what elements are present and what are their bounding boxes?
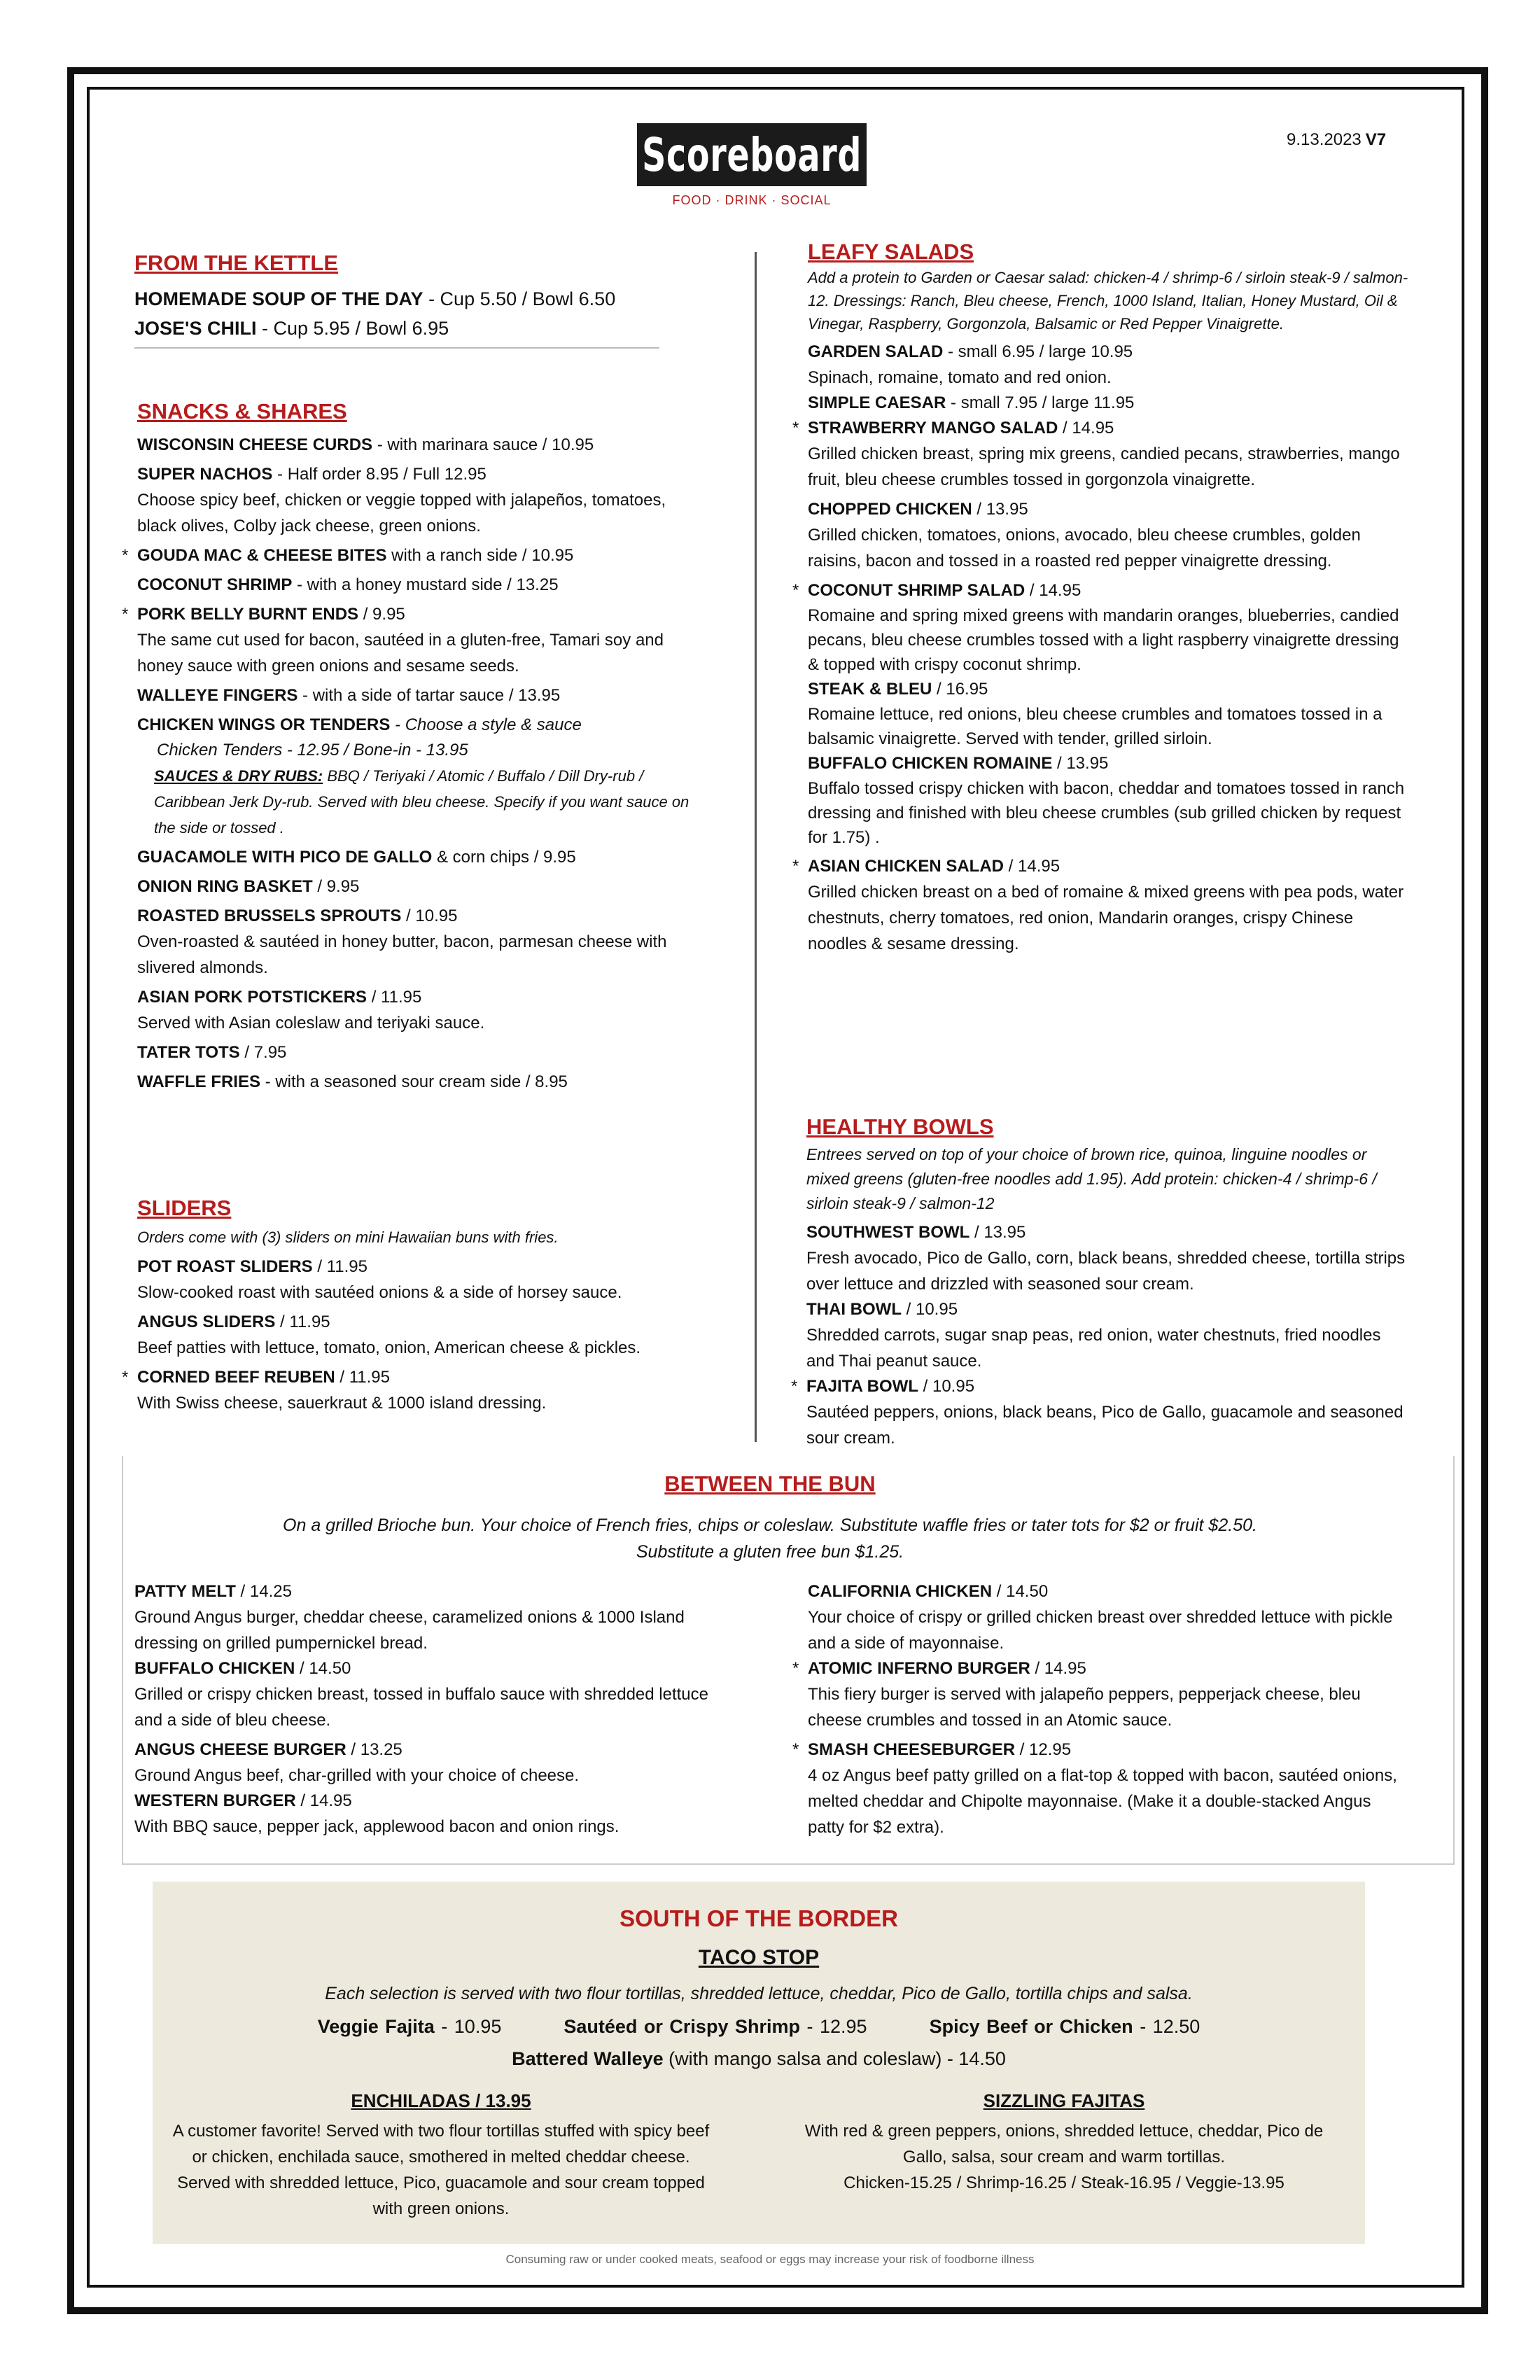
logo-text: Scoreboard — [641, 127, 862, 182]
section-title-salads: LEAFY SALADS — [808, 239, 974, 264]
list-item: STEAK & BLEU / 16.95 Romaine lettuce, red onions, bleu cheese crumbles and tomatoes tossed in a balsamic vinaigrette. Served with tender, grilled sirloin. — [808, 680, 1382, 748]
list-item: * FAJITA BOWL / 10.95 Sautéed peppers, onions, black beans, Pico de Gallo, guacamole and seasoned sour cream. — [791, 1377, 1404, 1448]
footer-disclaimer: Consuming raw or under cooked meats, seafood or eggs may increase your risk of foodborne illness — [505, 2253, 1035, 2266]
fajitas-desc: With red & green peppers, onions, shredded lettuce, cheddar, Pico de Gallo, salsa, sour cream and warm tortillas. Chicken-15.25 / Shrimp-16.25 / Steak-16.95 / Veggie-13.95 — [804, 2122, 1324, 2192]
logo — [637, 123, 867, 186]
list-item: SOUTHWEST BOWL / 13.95 Fresh avocado, Pico de Gallo, corn, black beans, shredded cheese, tortilla strips over lettuce and drizzled with seasoned sour cream. — [806, 1223, 1406, 1294]
list-item: WISCONSIN CHEESE CURDS - with marinara sauce / 10.95 — [137, 435, 594, 454]
bun-left-list — [134, 1575, 736, 1840]
bun-note: On a grilled Brioche bun. Your choice of French fries, chips or coleslaw. Substitute waffle fries or tater tots for $2 or fruit $2.50. Substitute a gluten free bun $1.25. — [283, 1516, 1257, 1562]
list-item: BUFFALO CHICKEN ROMAINE / 13.95 Buffalo tossed crispy chicken with bacon, cheddar and tomatoes tossed in ranch dressing and finished with bleu cheese crumbles (sub grilled chicken by request for 1.75) . — [808, 754, 1405, 847]
list-item: ANGUS SLIDERS / 11.95 Beef patties with lettuce, tomato, onion, American cheese & pickles. — [137, 1312, 641, 1357]
list-item: * GOUDA MAC & CHEESE BITES with a ranch side / 10.95 — [122, 546, 574, 565]
list-item: CHOPPED CHICKEN / 13.95 Grilled chicken, tomatoes, onions, avocado, bleu cheese crumbles, golden raisins, bacon and tossed in a roasted red pepper vinaigrette dressing. — [808, 500, 1361, 570]
fajitas-title: SIZZLING FAJITAS — [983, 2090, 1145, 2111]
list-item: BUFFALO CHICKEN / 14.50 Grilled or crispy chicken breast, tossed in buffalo sauce with shredded lettuce and a side of bleu cheese. — [134, 1659, 708, 1730]
section-title-kettle: FROM THE KETTLE — [134, 251, 339, 275]
section-title-snacks: SNACKS & SHARES — [137, 399, 347, 424]
list-item: PATTY MELT / 14.25 Ground Angus burger, cheddar cheese, caramelized onions & 1000 Island dressing on grilled pumpernickel bread. — [134, 1582, 685, 1653]
list-item: WESTERN BURGER / 14.95 With BBQ sauce, pepper jack, applewood bacon and onion rings. — [134, 1791, 620, 1836]
salads-note: Add a protein to Garden or Caesar salad: chicken-4 / shrimp-6 / sirloin steak-9 / salmon-12. Dressings: Ranch, Bleu cheese, French, 1000 Island, Italian, Honey Mustard, Oil & Vinegar, Raspberry, Gorgonzola, Balsamic or Red Pepper Vinaigrette. — [808, 269, 1408, 332]
list-item: * PORK BELLY BURNT ENDS / 9.95 The same cut used for bacon, sautéed in a gluten-free, Tamari soy and honey sauce with green onions and sesame seeds. — [122, 605, 664, 676]
list-item: * COCONUT SHRIMP SALAD / 14.95 Romaine and spring mixed greens with mandarin oranges, blueberries, candied pecans, bleu cheese crumbles tossed with a light raspberry vinaigrette dressing & topped with crispy coconut shrimp. — [792, 581, 1399, 674]
list-item: JOSE'S CHILI - Cup 5.95 / Bowl 6.95 — [134, 318, 449, 339]
bun-right-list — [792, 1575, 1410, 1840]
list-item: * ASIAN CHICKEN SALAD / 14.95 Grilled chicken breast on a bed of romaine & mixed greens with pea pods, water chestnuts, cherry tomatoes, red onion, Mandarin oranges, crispy Chinese noodles & sesame dressing. — [792, 857, 1404, 953]
list-item: Spicy Beef or Chicken - 12.50 — [929, 2016, 1200, 2037]
list-item: POT ROAST SLIDERS / 11.95 Slow-cooked roast with sautéed onions & a side of horsey sauce. — [137, 1257, 622, 1302]
list-item: * SMASH CHEESEBURGER / 12.95 4 oz Angus beef patty grilled on a flat-top & topped with bacon, sautéed onions, melted cheddar and Chipolte mayonnaise. (Make it a double-stacked Angus patty for $2 extra). — [792, 1740, 1397, 1837]
taco-note: Each selection is served with two flour tortillas, shredded lettuce, cheddar, Pico de Gallo, tortilla chips and salsa. — [325, 1984, 1193, 2003]
section-title-bowls: HEALTHY BOWLS — [806, 1114, 994, 1139]
enchiladas-title: ENCHILADAS / 13.95 — [351, 2090, 531, 2111]
list-item: CHICKEN WINGS OR TENDERS - Choose a style & sauce Chicken Tenders - 12.95 / Bone-in - 13.95 SAUCES & DRY RUBS: BBQ / Teriyaki / Atomic / Buffalo / Dill Dry-rub / Caribbean Jerk Dy-rub. Served with bleu cheese. Specify if you want sauce on the side or tossed . — [137, 715, 690, 836]
list-item: WALLEYE FINGERS - with a side of tartar sauce / 13.95 — [137, 686, 561, 705]
list-item: GUACAMOLE WITH PICO DE GALLO & corn chips / 9.95 — [137, 848, 576, 867]
sliders-list — [122, 1225, 718, 1416]
kettle-list — [134, 284, 666, 343]
list-item: * ATOMIC INFERNO BURGER / 14.95 This fiery burger is served with jalapeño peppers, pepperjack cheese, bleu cheese crumbles and tossed in an Atomic sauce. — [792, 1659, 1361, 1730]
section-title-border: SOUTH OF THE BORDER — [620, 1905, 898, 1931]
list-item: CALIFORNIA CHICKEN / 14.50 Your choice of crispy or grilled chicken breast over shredded lettuce with pickle and a side of mayonnaise. — [808, 1582, 1393, 1653]
list-item: WAFFLE FRIES - with a seasoned sour cream side / 8.95 — [137, 1072, 568, 1091]
section-title-bun: BETWEEN THE BUN — [664, 1471, 876, 1496]
list-item: ASIAN PORK POTSTICKERS / 11.95 Served with Asian coleslaw and teriyaki sauce. — [137, 988, 485, 1032]
list-item: ROASTED BRUSSELS SPROUTS / 10.95 Oven-roasted & sautéed in honey butter, bacon, parmesan cheese with slivered almonds. — [137, 906, 667, 977]
list-item: * CORNED BEEF REUBEN / 11.95 With Swiss cheese, sauerkraut & 1000 island dressing. — [122, 1368, 547, 1413]
list-item: THAI BOWL / 10.95 Shredded carrots, sugar snap peas, red onion, water chestnuts, fried noodles and Thai peanut sauce. — [806, 1300, 1381, 1371]
snacks-list — [122, 428, 690, 1095]
taco-stop-title: TACO STOP — [698, 1946, 820, 1969]
list-item: ANGUS CHEESE BURGER / 13.25 Ground Angus beef, char-grilled with your choice of cheese. — [134, 1740, 580, 1785]
divider — [134, 347, 659, 349]
section-title-sliders: SLIDERS — [137, 1196, 232, 1220]
bowls-note: Entrees served on top of your choice of brown rice, quinoa, linguine noodles or mixed greens (gluten-free noodles add 1.95). Add protein: chicken-4 / shrimp-6 / sirloin steak-9 / salmon-12 — [806, 1145, 1377, 1212]
list-item: GARDEN SALAD - small 6.95 / large 10.95 Spinach, romaine, tomato and red onion. — [808, 342, 1133, 387]
list-item: COCONUT SHRIMP - with a honey mustard side / 13.25 — [137, 575, 559, 594]
taco-items — [153, 2016, 1365, 2038]
list-item: TATER TOTS / 7.95 — [137, 1043, 287, 1062]
list-item: * STRAWBERRY MANGO SALAD / 14.95 Grilled chicken breast, spring mix greens, candied pecans, strawberries, mango fruit, bleu cheese crumbles tossed in gorgonzola vinaigrette. — [792, 419, 1400, 489]
column-divider — [755, 252, 757, 1442]
list-item: SUPER NACHOS - Half order 8.95 / Full 12.95 Choose spicy beef, chicken or veggie topped with jalapeños, tomatoes, black olives, Colby jack cheese, green onions. — [137, 465, 666, 536]
sliders-note: Orders come with (3) sliders on mini Hawaiian buns with fries. — [137, 1228, 559, 1246]
list-item: SIMPLE CAESAR - small 7.95 / large 11.95 — [808, 393, 1135, 412]
enchiladas-desc: A customer favorite! Served with two flour tortillas stuffed with spicy beef or chicken, enchilada sauce, smothered in melted cheddar cheese. Served with shredded lettuce, Pico, guacamole and sour cream topped with green onions. — [172, 2122, 710, 2218]
menu-date: 9.13.2023 V7 — [1287, 130, 1387, 149]
walleye-item: Battered Walleye (with mango salsa and coleslaw) - 14.50 — [512, 2048, 1006, 2069]
salads-list — [792, 266, 1410, 957]
list-item: Sautéed or Crispy Shrimp - 12.95 — [564, 2016, 867, 2037]
list-item: HOMEMADE SOUP OF THE DAY - Cup 5.50 / Bowl 6.50 — [134, 288, 616, 309]
list-item: Veggie Fajita - 10.95 — [317, 2016, 502, 2037]
list-item: ONION RING BASKET / 9.95 — [137, 877, 360, 896]
logo-tagline: FOOD · DRINK · SOCIAL — [672, 193, 832, 207]
bowls-list — [791, 1142, 1408, 1451]
